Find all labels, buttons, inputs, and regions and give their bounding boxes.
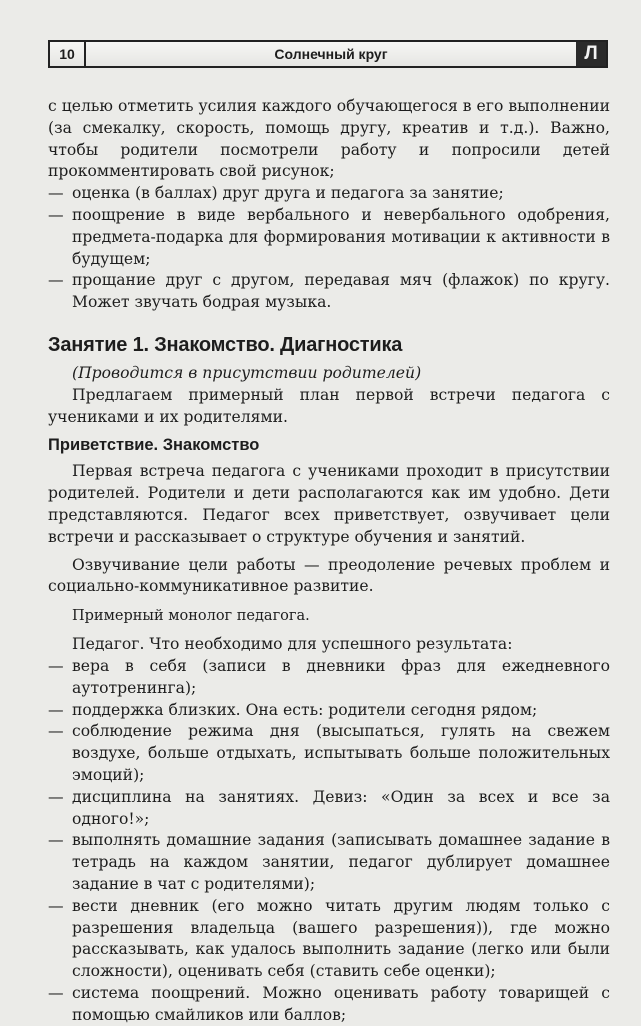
dash: —	[48, 700, 64, 719]
list-item	[48, 700, 610, 722]
list-item-text: прощание друг с другом, передавая мяч (флажок) по кругу. Может звучать бодрая музыка.	[72, 271, 610, 312]
list-item	[48, 787, 610, 831]
list-item-text: поддержка близких. Она есть: родители сегодня рядом;	[72, 700, 538, 719]
running-title: Солнечный круг	[274, 46, 388, 62]
list-item	[48, 721, 610, 786]
dash: —	[48, 787, 64, 806]
lesson-note: (Проводится в присутствии родителей)	[72, 363, 422, 382]
list-item-text: выполнять домашние задания (записывать домашнее задание в тетрадь на каждом занятии, педагог дублирует домашнее задание в чат с родителями);	[72, 831, 610, 893]
monolog-label: Примерный монолог педагога.	[72, 608, 310, 625]
teacher-question: Педагог. Что необходимо для успешного результата:	[72, 635, 513, 654]
intro-paragraph: с целью отметить усилия каждого обучающегося в его выполнении (за смекалку, скорость, помощь другу, креатив и т.д.). Важно, чтобы родители посмотрели работу и попросили детей прокомментировать свой рисунок;	[48, 97, 610, 181]
list-item-text: вести дневник (его можно читать другим людям только с разрешения владельца (вашего разрешения)), где можно рассказывать, как удалось выполнить задание (легко или были сложности), оценивать себя (ставить себе оценки);	[72, 896, 610, 981]
list-item-text: поощрение в виде вербального и невербального одобрения, предмета-подарка для формирования мотивации к активности в будущем;	[72, 205, 610, 268]
page-number: 10	[50, 42, 86, 66]
list-item	[48, 270, 610, 314]
dash: —	[48, 983, 64, 1002]
dash: —	[48, 896, 64, 915]
list-item	[48, 896, 610, 983]
list-item-text: система поощрений. Можно оценивать работу товарищей с помощью смайликов или баллов;	[72, 983, 610, 1024]
lesson-plan: Предлагаем примерный план первой встречи педагога с учениками и их родителями.	[48, 385, 610, 426]
dash: —	[48, 656, 64, 675]
list-item-text: дисциплина на занятиях. Девиз: «Один за всех и все за одного!»;	[72, 787, 610, 828]
list-item-text: оценка (в баллах) друг друга и педагога за занятие;	[72, 184, 504, 203]
dash: —	[48, 722, 64, 741]
list-item-text: вера в себя (записи в дневники фраз для ежедневного аутотренинга);	[72, 656, 610, 697]
subheading: Приветствие. Знакомство	[48, 436, 260, 455]
dash: —	[48, 831, 64, 850]
paragraph: Озвучивание цели работы — преодоление речевых проблем и социально-коммуникативное развитие.	[48, 555, 610, 596]
list-item	[48, 205, 610, 270]
list-item	[48, 183, 610, 205]
page-body	[48, 96, 610, 1026]
running-header	[48, 40, 608, 68]
list-item	[48, 830, 610, 895]
dash: —	[48, 205, 64, 224]
lesson-title: Занятие 1. Знакомство. Диагностика	[48, 333, 403, 356]
dash: —	[48, 184, 64, 203]
list-item	[48, 983, 610, 1026]
section-badge: Л	[576, 42, 606, 66]
list-item-text: соблюдение режима дня (высыпаться, гулять на свежем воздухе, больше отдыхать, испытывать больше положительных эмоций);	[72, 722, 610, 784]
dash: —	[48, 271, 64, 290]
list-item	[48, 656, 610, 700]
paragraph: Первая встреча педагога с учениками проходит в присутствии родителей. Родители и дети располагаются как им удобно. Дети представляются. Педагог всех приветствует, озвучивает цели встречи и рассказывает о структуре обучения и занятий.	[48, 462, 610, 546]
